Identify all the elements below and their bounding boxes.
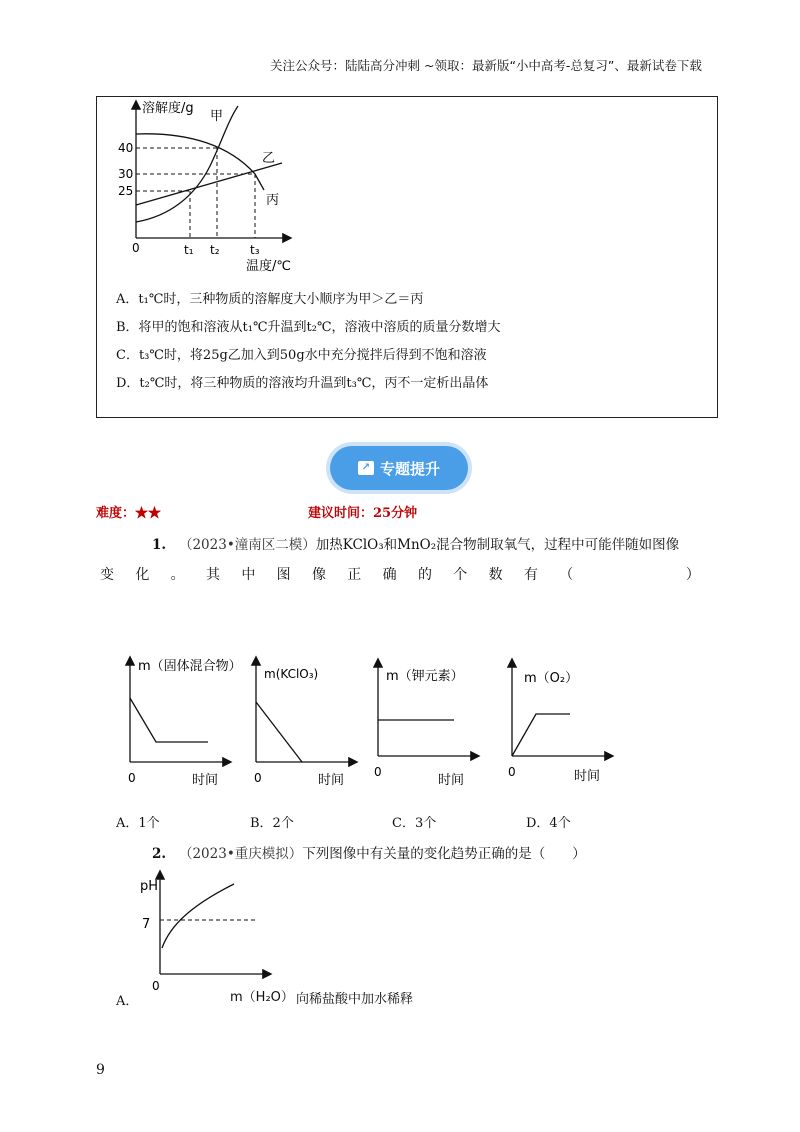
svg-text:0: 0 [254, 771, 262, 785]
q1-graph-1-xlabel: 时间 [192, 773, 219, 788]
x-tick-t1: t₁ [184, 243, 194, 257]
suggested-time-label: 建议时间：25分钟 [308, 506, 418, 521]
q1-graph-1-ylabel: m（固体混合物） [138, 659, 242, 674]
question-2-number: 2. [152, 846, 167, 862]
solubility-chart [100, 96, 340, 276]
q1-option-d[interactable]: D．4个 [526, 816, 571, 831]
svg-text:0: 0 [152, 979, 160, 993]
svg-text:0: 0 [128, 771, 136, 785]
question-1-text: 加热KClO₃和MnO₂混合物制取氧气，过程中可能伴随如图像 [315, 537, 680, 553]
question-2-line [152, 842, 586, 862]
page-number: 9 [96, 1062, 105, 1078]
q1-graph-3-xlabel: 时间 [438, 773, 465, 788]
chart-icon: ↗ [358, 461, 374, 475]
question-2-source: （2023•重庆模拟） [178, 846, 303, 862]
y-tick-40: 40 [118, 141, 134, 155]
q1-graph-3-ylabel: m（钾元素） [386, 669, 464, 684]
question-1-line [152, 533, 679, 553]
q1-graph-4-ylabel: m（O₂） [524, 671, 579, 686]
question-2-text: 下列图像中有关量的变化趋势正确的是（ ） [302, 846, 586, 862]
curve-label-jia: 甲 [210, 109, 224, 124]
curve-label-yi: 乙 [262, 151, 276, 166]
q1-option-a[interactable]: A．1个 [116, 816, 160, 831]
y-tick-30: 30 [118, 167, 134, 181]
q2-graph-a [130, 866, 280, 996]
prev-option-c: C．t₃℃时，将25g乙加入到50g水中充分搅拌后得到不饱和溶液 [116, 348, 487, 363]
q1-graph-2-xlabel: 时间 [318, 773, 345, 788]
q1-option-b[interactable]: B．2个 [250, 816, 294, 831]
question-1-number: 1. [152, 537, 167, 553]
x-axis-label: 温度/℃ [246, 259, 291, 274]
q1-option-c[interactable]: C．3个 [392, 816, 437, 831]
svg-text:0: 0 [374, 765, 382, 779]
q2-graph-ylabel: pH [140, 879, 159, 894]
y-tick-25: 25 [118, 184, 134, 198]
q1-graph-2-ylabel: m(KClO₃) [264, 667, 319, 681]
page-header: 关注公众号：陆陆高分冲刺 ~领取：最新版“小中高考-总复习”、最新试卷下载 [270, 58, 702, 73]
y-axis-label: 溶解度/g [142, 101, 194, 116]
q1-graph-4-xlabel: 时间 [574, 769, 601, 784]
prev-option-d: D．t₂℃时，将三种物质的溶液均升温到t₃℃，丙不一定析出晶体 [116, 376, 489, 391]
q1-graph-4 [490, 650, 650, 790]
q2-option-a-prefix[interactable]: A． [116, 994, 139, 1009]
q2-option-a-text: 向稀盐酸中加水稀释 [296, 992, 414, 1007]
prev-option-a: A．t₁℃时，三种物质的溶解度大小顺序为甲＞乙＝丙 [116, 292, 424, 307]
q2-option-a-xlabel: m（H₂O） [230, 990, 294, 1005]
x-tick-t3: t₃ [250, 243, 260, 257]
section-badge-label: 专题提升 [379, 459, 440, 478]
q2-graph-ytick: 7 [142, 917, 151, 932]
question-1-source: （2023•潼南区二模） [178, 537, 316, 553]
difficulty-label: 难度：★★ [96, 506, 162, 521]
question-1-line-2: 变 化 。 其 中 图 像 正 确 的 个 数 有 （ ） [100, 567, 700, 583]
section-badge [330, 446, 468, 490]
prev-option-b: B．将甲的饱和溶液从t₁℃升温到t₂℃，溶液中溶质的质量分数增大 [116, 320, 501, 335]
svg-text:0: 0 [508, 765, 516, 779]
x-tick-t2: t₂ [210, 243, 220, 257]
origin-label: 0 [132, 241, 140, 255]
curve-label-bing: 丙 [266, 193, 280, 208]
